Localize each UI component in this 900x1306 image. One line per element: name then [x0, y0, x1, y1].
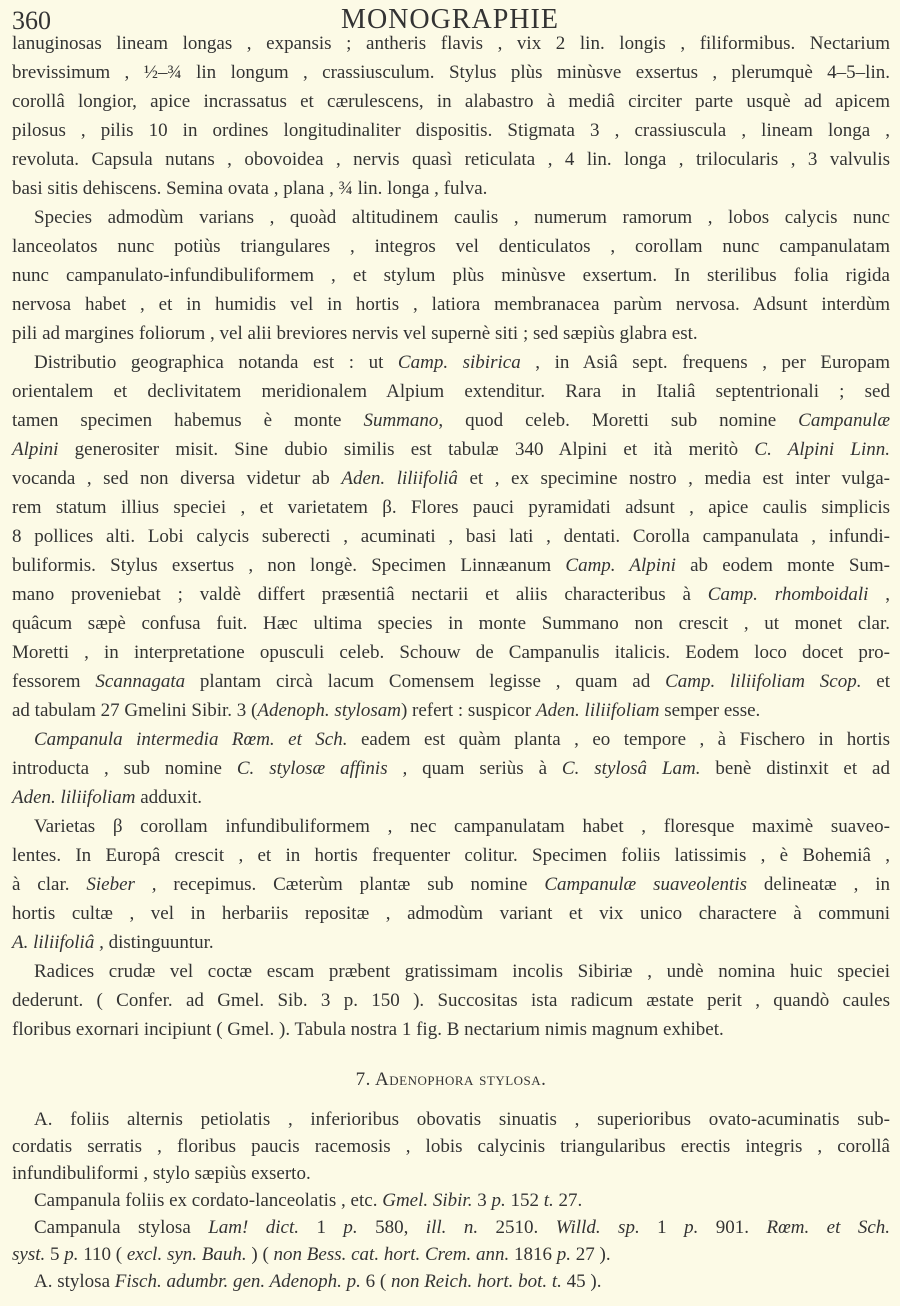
italic-text: p. [64, 1244, 79, 1265]
text-line: Distributio geographica notanda est : ut Camp. sibirica , in Asiâ sept. frequens , per Europam [34, 352, 891, 373]
paragraph [12, 1214, 890, 1268]
text-line: fessorem Scannagata plantam circà lacum Comensem legisse , quam ad Camp. liliifoliam Scop. et [12, 671, 890, 692]
italic-text: Sieber , [86, 874, 157, 895]
text-line: hortis cultæ , vel in herbariis repositæ , admodùm variant et vix unico charactere à communi [12, 903, 890, 924]
italic-text: Camp. Alpini [565, 555, 676, 576]
italic-text: Camp. sibirica [397, 352, 521, 373]
italic-text: Alpini [12, 439, 59, 460]
text-line: Radices crudæ vel coctæ escam præbent gratissimam incolis Sibiriæ , undè nomina huic speciei [34, 961, 890, 982]
italic-text: Lam! dict. [208, 1217, 300, 1238]
text-line: floribus exornari incipiunt ( Gmel. ). Tabula nostra 1 fig. B nectarium nimis magnum exhibet. [12, 1019, 724, 1040]
italic-text: syst. [12, 1244, 46, 1265]
italic-text: Campanulæ suaveolentis [544, 874, 748, 895]
text-line: revoluta. Capsula nutans , obovoidea , nervis quasì reticulata , 4 lin. longa , trilocularis , 3 valvulis [12, 149, 890, 170]
text-line: syst. 5 p. 110 ( excl. syn. Bauh. ) ( non Bess. cat. hort. Crem. ann. 1816 p. 27 ). [12, 1244, 611, 1265]
page-body [12, 29, 890, 1295]
paragraph [12, 1106, 890, 1187]
text-line: rem statum illius speciei , et varietatem β. Flores pauci pyramidati adsunt , apice caulis simplicis [12, 497, 890, 518]
page-number: 360 [12, 6, 51, 35]
text-line: lanceolatos nunc potiùs triangulares , integros vel denticulatos , corollam nunc campanulatam [12, 236, 890, 257]
text-line: 8 pollices alti. Lobi calycis suberecti , acuminati , basi lati , dentati. Corolla campanulata , infundi- [12, 526, 890, 547]
text-line: introducta , sub nomine C. stylosæ affinis , quam seriùs à C. stylosâ Lam. benè distinxit et ad [12, 758, 890, 779]
text-line: Moretti , in interpretatione opusculi celeb. Schouw de Campanulis italicis. Eodem loco docet pro- [12, 642, 890, 663]
paragraph [12, 1187, 890, 1214]
text-line: pilosus , pilis 10 in ordines longitudinaliter dispositis. Stigmata 3 , crassiuscula , lineam longa , [12, 120, 890, 141]
text-line: buliformis. Stylus exsertus , non longè. Specimen Linnæanum Camp. Alpini ab eodem monte Sum- [12, 555, 890, 576]
italic-text: A. liliifoliâ , [12, 932, 104, 953]
text-line: tamen specimen habemus è monte Summano, quod celeb. Moretti sub nomine Campanulæ [12, 410, 890, 431]
text-line: mano proveniebat ; valdè differt præsentiâ nectarii et aliis characteribus à Camp. rhomboidali , [12, 584, 890, 605]
italic-text: Camp. liliifoliam Scop. [665, 671, 862, 692]
italic-text: Willd. sp. [555, 1217, 640, 1238]
text-line: vocanda , sed non diversa videtur ab Aden. liliifoliâ et , ex specimine nostro , media est inter vulga- [12, 468, 891, 489]
text-line: Campanula foliis ex cordato-lanceolatis , etc. Gmel. Sibir. 3 p. 152 t. 27. [34, 1190, 583, 1211]
italic-text: non Reich. hort. bot. t. [390, 1271, 562, 1292]
italic-text: p. [343, 1217, 358, 1238]
italic-text: Aden. liliifoliam [12, 787, 136, 808]
italic-text: Aden. liliifoliâ [341, 468, 458, 489]
italic-text: Summano [363, 410, 439, 431]
text-line: Aden. liliifoliam adduxit. [12, 787, 202, 808]
italic-text: non Bess. cat. hort. Crem. ann. [273, 1244, 510, 1265]
italic-text: C. Alpini Linn. [754, 439, 890, 460]
text-line: A. stylosa Fisch. adumbr. gen. Adenoph. p. 6 ( non Reich. hort. bot. t. 45 ). [34, 1271, 602, 1292]
text-line: dederunt. ( Confer. ad Gmel. Sib. 3 p. 150 ). Succositas ista radicum æstate perit , quandò caules [12, 990, 890, 1011]
paragraph [12, 1268, 890, 1295]
running-title: MONOGRAPHIE [341, 4, 559, 35]
text-line: corollâ longior, apice incrassatus et cærulescens, in alabastro à mediâ circiter parte usquè ad apicem [12, 91, 890, 112]
italic-text: Aden. liliifoliam [536, 700, 660, 721]
section-heading: 7. Adenophora stylosa. [355, 1069, 547, 1090]
text-line: Varietas β corollam infundibuliformem , nec campanulatam habet , floresque maximè suaveo- [34, 816, 890, 837]
text-line: Alpini generositer misit. Sine dubio similis est tabulæ 340 Alpini et ità meritò C. Alpini Linn. [12, 439, 890, 460]
paragraph [12, 725, 890, 812]
italic-text: Rœm. et Sch. [766, 1217, 891, 1238]
italic-text: C. stylosâ Lam. [561, 758, 701, 779]
text-line: brevissimum , ½–¾ lin longum , crassiusculum. Stylus plùs minùsve exsertus , plerumquè 4–5–lin. [12, 62, 890, 83]
italic-text: p. [556, 1244, 572, 1265]
text-line: nervosa habet , et in humidis vel in hortis , latiora membranacea parùm nervosa. Adsunt interdùm [12, 294, 890, 315]
italic-text: Adenoph. stylosam [257, 700, 401, 721]
italic-text: C. stylosæ affinis , [236, 758, 408, 779]
text-line: Species admodùm varians , quoàd altitudinem caulis , numerum ramorum , lobos calycis nunc [34, 207, 890, 228]
text-line: cordatis serratis , floribus paucis racemosis , lobis calycinis triangularibus erectis integris , corollâ [12, 1136, 890, 1157]
italic-text: Camp. rhomboidali [707, 584, 869, 605]
section-text [12, 1106, 890, 1295]
italic-text: ill. n. [425, 1217, 479, 1238]
italic-text: Campanula intermedia Rœm. et Sch. [34, 729, 348, 750]
paragraph [12, 29, 890, 203]
text-line: pili ad margines foliorum , vel alii breviores nervis vel supernè siti ; sed sæpiùs glabra est. [12, 323, 698, 344]
paragraph [12, 348, 890, 725]
text-line: A. liliifoliâ , distinguuntur. [12, 932, 214, 953]
paragraph [12, 812, 890, 957]
text-line: lanuginosas lineam longas , expansis ; antheris flavis , vix 2 lin. longis , filiformibus. Nectarium [12, 33, 890, 54]
text-line: basi sitis dehiscens. Semina ovata , plana , ¾ lin. longa , fulva. [12, 178, 488, 199]
text-line: Campanula stylosa Lam! dict. 1 p. 580, ill. n. 2510. Willd. sp. 1 p. 901. Rœm. et Sch. [34, 1217, 891, 1238]
text-line: A. foliis alternis petiolatis , inferioribus obovatis sinuatis , superioribus ovato-acuminatis sub- [34, 1109, 890, 1130]
text-line: ad tabulam 27 Gmelini Sibir. 3 (Adenoph. stylosam) refert : suspicor Aden. liliifoliam semper esse. [12, 700, 761, 721]
main-text [12, 29, 890, 1044]
paragraph [12, 203, 890, 348]
text-line: à clar. Sieber , recepimus. Cæterùm plantæ sub nomine Campanulæ suaveolentis delineatæ , in [12, 874, 890, 895]
italic-text: excl. syn. Bauh. [126, 1244, 247, 1265]
italic-text: Gmel. Sibir. [382, 1190, 473, 1211]
text-line: nunc campanulato-infundibuliformem , et stylum plùs minùsve exsertum. In sterilibus folia rigida [12, 265, 890, 286]
text-line: lentes. In Europâ crescit , et in hortis frequenter colitur. Specimen foliis latissimis , è Bohemiâ , [12, 845, 890, 866]
italic-text: p. [491, 1190, 506, 1211]
italic-text: Fisch. adumbr. gen. Adenoph. p. [114, 1271, 361, 1292]
italic-text: Campanulæ [798, 410, 890, 431]
text-line: orientalem et declivitatem meridionalem Alpium extenditur. Rara in Italiâ septentrionali ; sed [12, 381, 890, 402]
text-line: quâcum sæpè confusa fuit. Hæc ultima species in monte Summano non crescit , ut monet clar. [12, 613, 890, 634]
italic-text: p. [684, 1217, 699, 1238]
italic-text: Scannagata [95, 671, 186, 692]
italic-text: t. [543, 1190, 554, 1211]
paragraph [12, 957, 890, 1044]
text-line: Campanula intermedia Rœm. et Sch. eadem est quàm planta , eo tempore , à Fischero in hortis [34, 729, 890, 750]
text-line: infundibuliformi , stylo sæpiùs exserto. [12, 1163, 311, 1184]
